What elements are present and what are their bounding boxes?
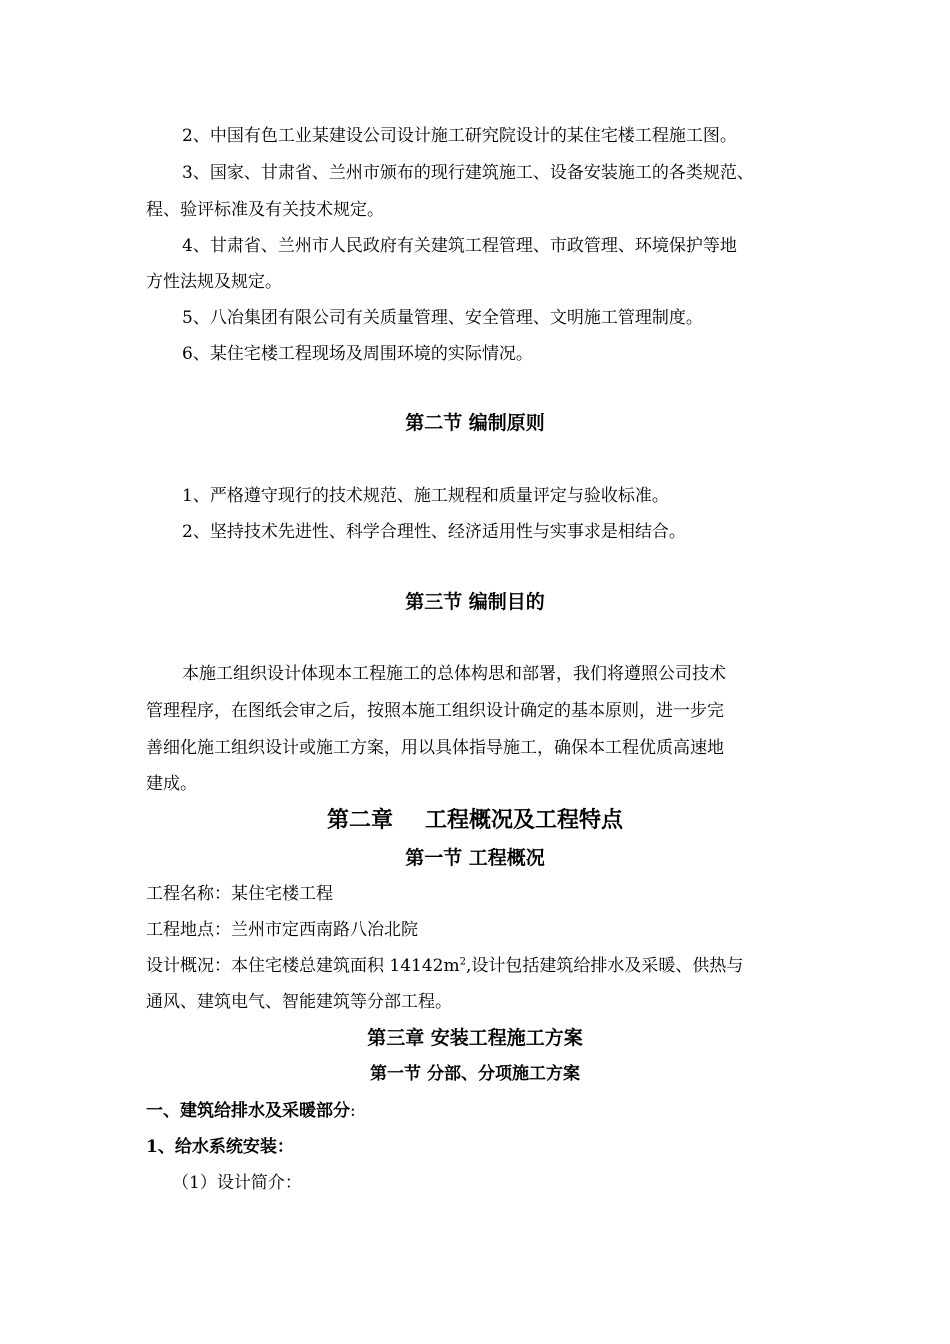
- chapter-3-title: 第三章 安装工程施工方案: [367, 1027, 583, 1049]
- project-name: 工程名称：某住宅楼工程: [146, 884, 333, 904]
- principle-item-1: 1、严格遵守现行的技术规范、施工规程和质量评定与验收标准。: [182, 486, 669, 506]
- part-1-heading-colon: :: [350, 1101, 356, 1121]
- basis-item-3-line1: 3、国家、甘肃省、兰州市颁布的现行建筑施工、设备安装施工的各类规范、: [182, 163, 754, 183]
- chapter-2-name: 工程概况及工程特点: [425, 807, 624, 833]
- basis-item-4-line2: 方性法规及规定。: [146, 272, 282, 292]
- section-3-title: 第三节 编制目的: [405, 591, 545, 613]
- sub-1-heading: 1、给水系统安装：: [146, 1137, 294, 1157]
- principle-item-2: 2、坚持技术先进性、科学合理性、经济适用性与实事求是相结合。: [182, 522, 686, 542]
- design-overview-text-a: 设计概况：本住宅楼总建筑面积 14142m: [146, 956, 460, 976]
- project-location: 工程地点：兰州市定西南路八冶北院: [146, 920, 418, 940]
- basis-item-6: 6、某住宅楼工程现场及周围环境的实际情况。: [182, 344, 533, 364]
- chapter-3-section-1-title: 第一节 分部、分项施工方案: [370, 1064, 580, 1084]
- chapter-2-section-1-title: 第一节 工程概况: [405, 847, 545, 869]
- area-unit-superscript: 2: [459, 956, 466, 968]
- part-1-heading-text: 一、建筑给排水及采暖部分: [146, 1101, 350, 1121]
- purpose-para-line4: 建成。: [146, 774, 197, 794]
- basis-item-3-line2: 程、验评标准及有关技术规定。: [146, 200, 384, 220]
- design-overview-line2: 通风、建筑电气、智能建筑等分部工程。: [146, 992, 452, 1012]
- purpose-para-line2: 管理程序，在图纸会审之后，按照本施工组织设计确定的基本原则，进一步完: [146, 701, 724, 721]
- basis-item-2: 2、中国有色工业某建设公司设计施工研究院设计的某住宅楼工程施工图。: [182, 126, 737, 146]
- design-intro-item: （1）设计简介：: [172, 1173, 302, 1193]
- section-2-title: 第二节 编制原则: [405, 412, 545, 434]
- design-overview-text-b: ,设计包括建筑给排水及采暖、供热与: [465, 956, 744, 976]
- basis-item-4-line1: 4、甘肃省、兰州市人民政府有关建筑工程管理、市政管理、环境保护等地: [182, 236, 737, 256]
- chapter-2-title: [0, 805, 950, 835]
- purpose-para-line3: 善细化施工组织设计或施工方案，用以具体指导施工，确保本工程优质高速地: [146, 738, 724, 758]
- purpose-para-line1: 本施工组织设计体现本工程施工的总体构思和部署，我们将遵照公司技术: [182, 664, 726, 684]
- design-overview-line1: [0, 954, 950, 978]
- part-1-heading: [0, 1099, 950, 1123]
- chapter-2-number: 第二章: [326, 807, 393, 833]
- basis-item-5: 5、八冶集团有限公司有关质量管理、安全管理、文明施工管理制度。: [182, 308, 703, 328]
